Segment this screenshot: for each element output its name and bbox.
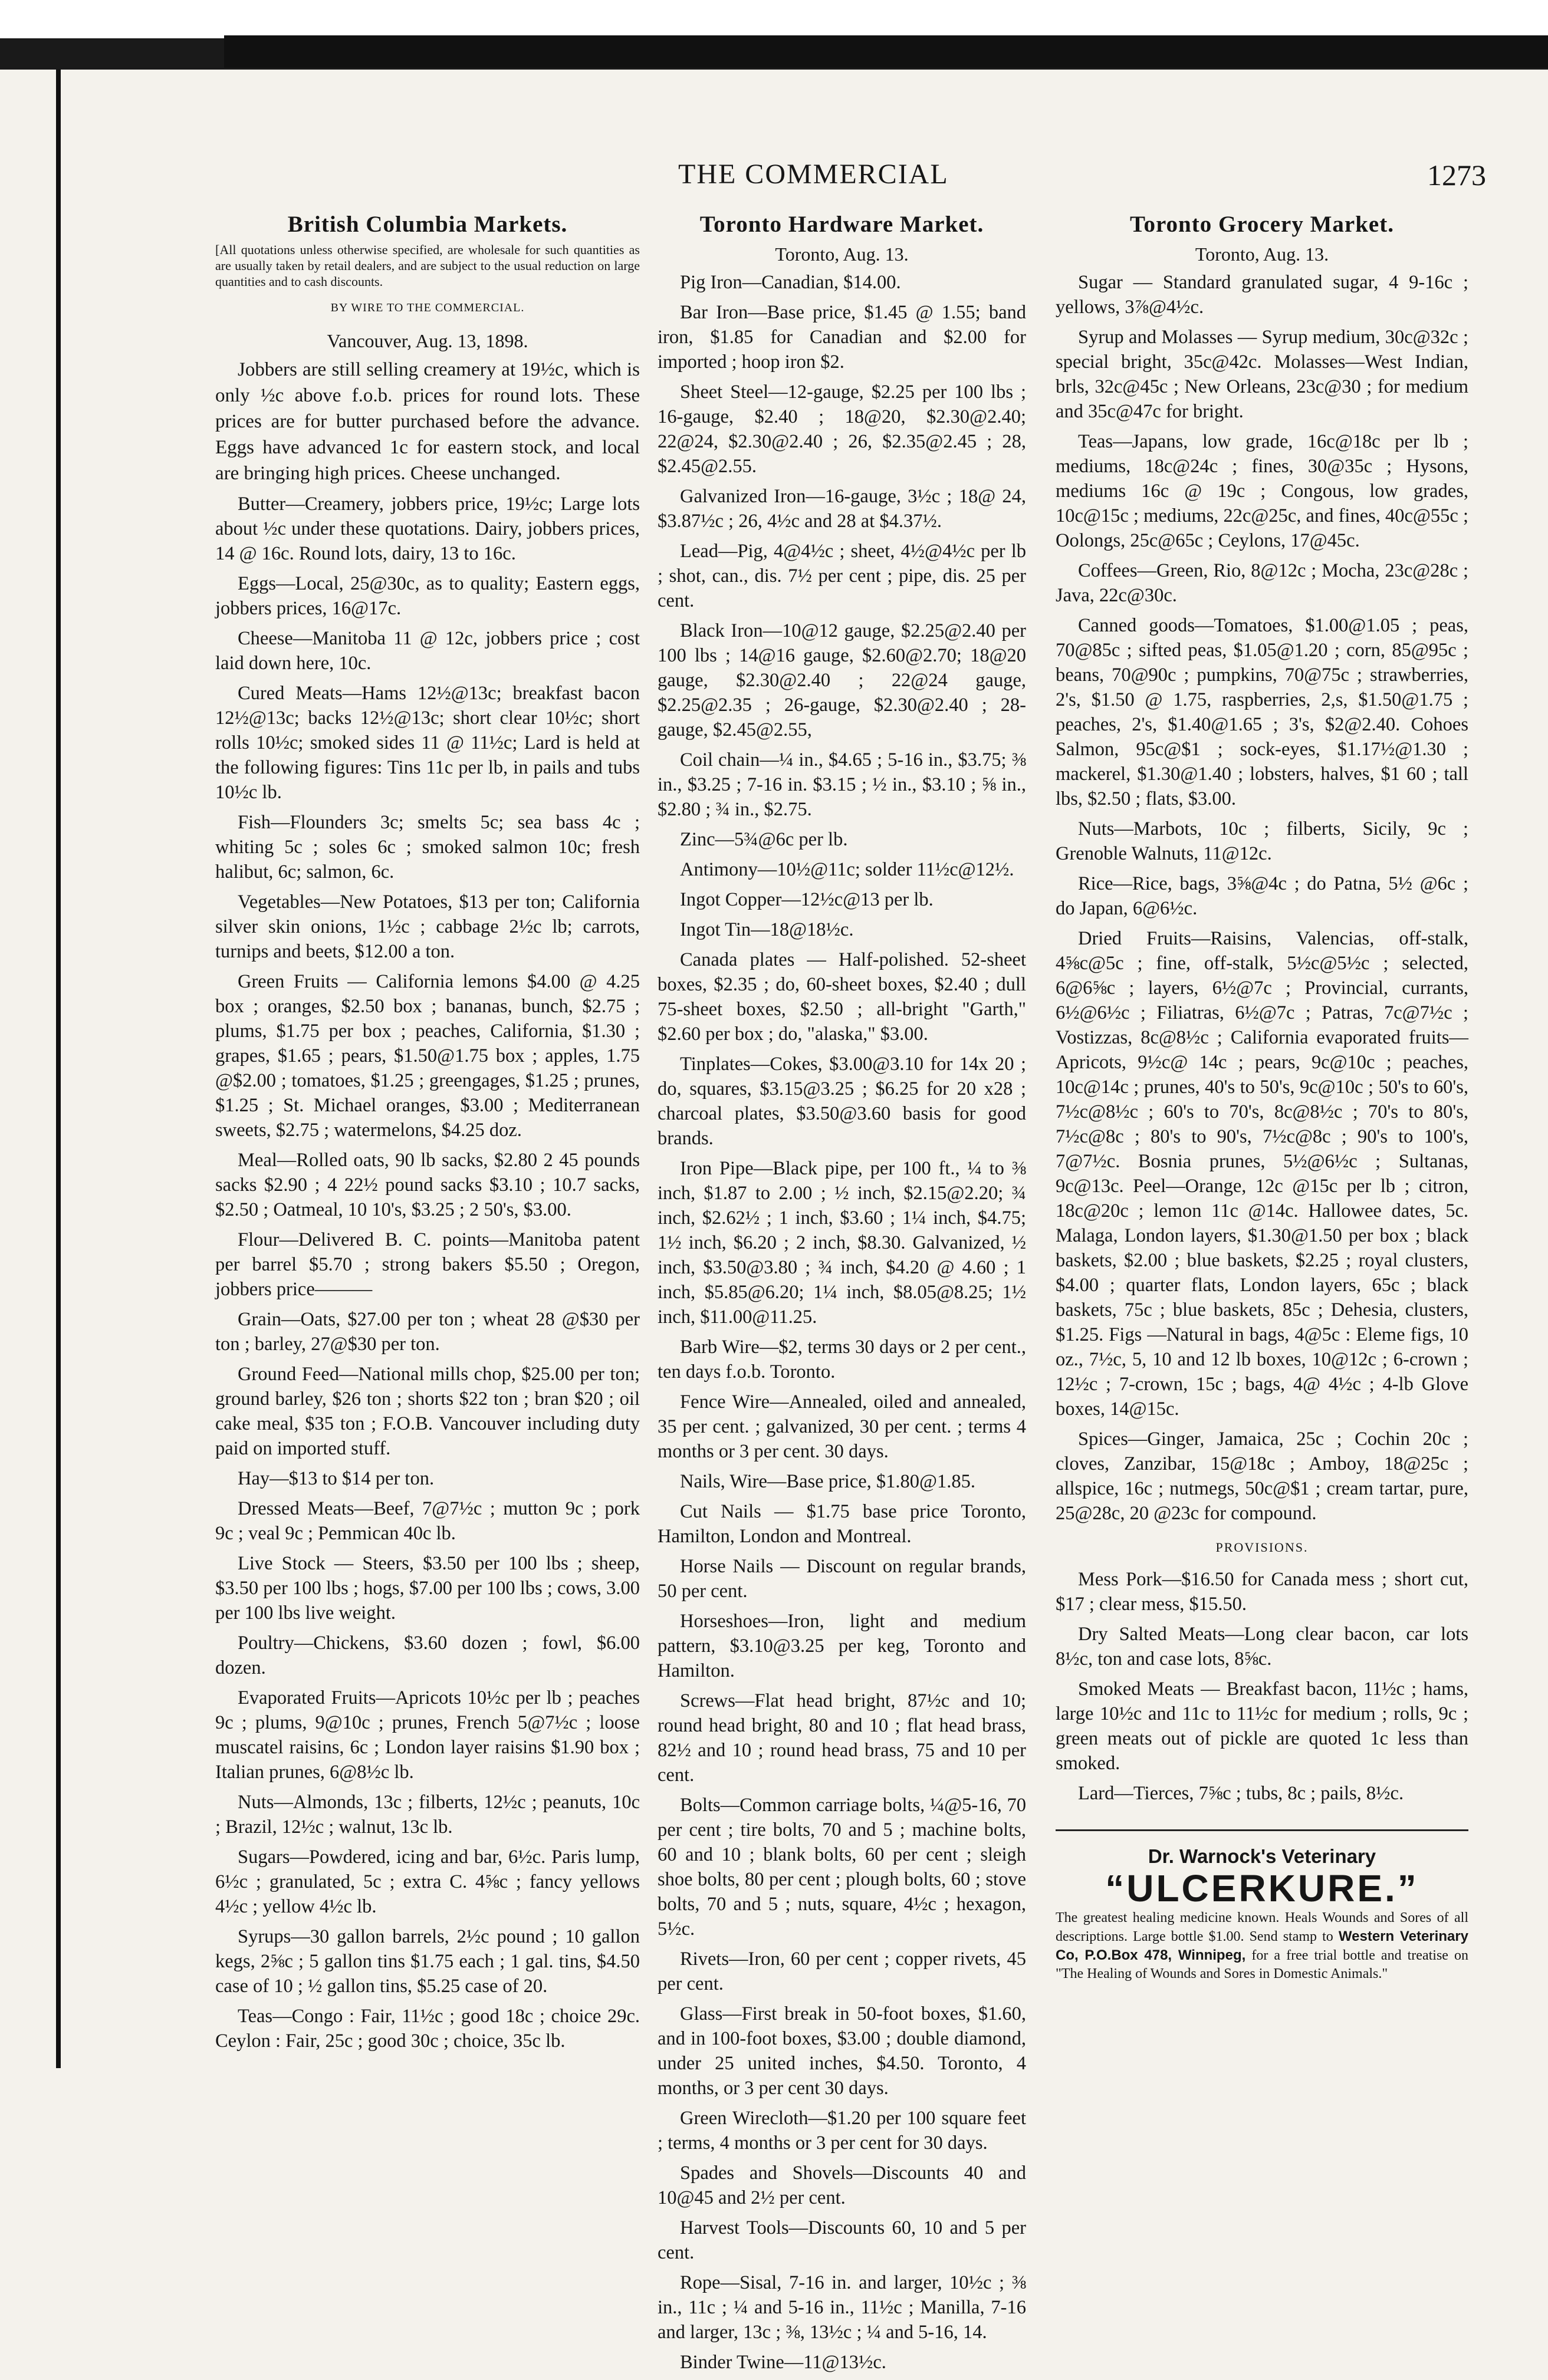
provision-item: Lard—Tierces, 7⅝c ; tubs, 8c ; pails, 8½c. [1078, 1783, 1404, 1804]
market-item: Dressed Meats—Beef, 7@7½c ; mutton 9c ; pork 9c ; veal 9c ; Pemmican 40c lb. [215, 1498, 640, 1544]
market-item: Cured Meats—Hams 12½@13c; breakfast bacon 12½@13c; backs 12½@13c; short clear 10½c; short rolls 10½c; smoked sides 11 @ 11½c; Lard is held at the following figures: Tins 11c per lb, in pails and tubs 10½c lb. [215, 683, 640, 803]
column-toronto-grocery [1056, 212, 1468, 1983]
byline: BY WIRE TO THE COMMERCIAL. [330, 301, 525, 314]
market-item: Rivets—Iron, 60 per cent ; copper rivets, 45 per cent. [658, 1948, 1026, 1994]
market-item: Poultry—Chickens, $3.60 dozen ; fowl, $6.00 dozen. [215, 1632, 640, 1678]
market-item: Cheese—Manitoba 11 @ 12c, jobbers price ; cost laid down here, 10c. [215, 628, 640, 674]
market-item: Vegetables—New Potatoes, $13 per ton; California silver skin onions, 1½c ; cabbage 2½c lb; carrots, turnips and beets, $12.00 a ton. [215, 891, 640, 962]
market-item: Rice—Rice, bags, 3⅝@4c ; do Patna, 5½ @6c ; do Japan, 6@6½c. [1056, 873, 1468, 919]
market-item: Iron Pipe—Black pipe, per 100 ft., ¼ to ⅜ inch, $1.87 to 2.00 ; ½ inch, $2.15@2.20; ¾ inch, $2.62½ ; 1 inch, $3.60 ; 1¼ inch, $4.75; 1½ inch, $6.20 ; 2 inch, $8.30. Galvanized, ½ inch, $3.50@3.80 ; ¾ inch, $4.20 @ 4.60 ; 1 inch, $5.85@6.20; 1¼ inch, $8.05@8.25; 1½ inch, $11.00@11.25. [658, 1158, 1026, 1328]
market-item: Pig Iron—Canadian, $14.00. [680, 272, 901, 293]
scan-edge-bar [0, 0, 1548, 70]
market-item: Galvanized Iron—16-gauge, 3½c ; 18@ 24, $3.87½c ; 26, 4½c and 28 at $4.37½. [658, 486, 1026, 532]
market-item: Evaporated Fruits—Apricots 10½c per lb ; peaches 9c ; plums, 9@10c ; prunes, French 5@7½c ; loose muscatel raisins, 6c ; London layer raisins $1.90 box ; Italian prunes, 6@8½c lb. [215, 1687, 640, 1783]
publication-title: THE COMMERCIAL [678, 159, 949, 190]
market-item: Nuts—Marbots, 10c ; filberts, Sicily, 9c ; Grenoble Walnuts, 11@12c. [1056, 818, 1468, 864]
ad-company: Western Veterinary Co, P.O.Box 478, Winnipeg, [1056, 1928, 1469, 1963]
market-item: Cut Nails — $1.75 base price Toronto, Hamilton, London and Montreal. [658, 1501, 1026, 1547]
market-item: Ingot Copper—12½c@13 per lb. [680, 889, 934, 910]
market-item: Tinplates—Cokes, $3.00@3.10 for 14x 20 ; do, squares, $3.15@3.25 ; $6.25 for 20 x28 ; charcoal plates, $3.50@3.60 basis for good brands. [658, 1054, 1026, 1149]
hardware-items-list [658, 270, 1026, 2375]
market-item: Antimony—10½@11c; solder 11½c@12½. [680, 859, 1014, 880]
market-item: Bolts—Common carriage bolts, ¼@5-16, 70 per cent ; tire bolts, 70 and 5 ; machine bolts, 60 and 10 ; blank bolts, 60 per cent ; sleigh shoe bolts, 80 per cent ; plough bolts, 60 ; stove bolts, 70 and 5 ; nuts, square, 4½c ; hexagon, 5½c. [658, 1795, 1026, 1940]
running-head [0, 158, 1548, 193]
market-item: Eggs—Local, 25@30c, as to quality; Eastern eggs, jobbers prices, 16@17c. [215, 573, 640, 619]
provision-item: Smoked Meats — Breakfast bacon, 11½c ; hams, large 10½c and 11c to 11½c for medium ; rolls, 9c ; green meats out of pickle are quoted 1c less than smoked. [1056, 1678, 1468, 1774]
grocery-items-list [1056, 270, 1468, 1526]
market-item: Green Fruits — California lemons $4.00 @ 4.25 box ; oranges, $2.50 box ; bananas, bunch, $2.75 ; plums, $1.75 per box ; peaches, California, $1.30 ; grapes, $1.65 ; pears, $1.50@1.75 box ; apples, 1.75 @$2.00 ; tomatoes, $1.25 ; greengages, $1.25 ; prunes, $1.25 ; St. Michael oranges, $3.00 ; Mediterranean sweets, $2.75 ; watermelons, $4.25 doz. [215, 971, 640, 1141]
market-item: Bar Iron—Base price, $1.45 @ 1.55; band iron, $1.85 for Canadian and $2.00 for imported ; hoop iron $2. [658, 302, 1026, 373]
market-item: Meal—Rolled oats, 90 lb sacks, $2.80 2 45 pounds sacks $2.90 ; 4 22½ pound sacks $3.10 ; 10.7 sacks, $2.50 ; Oatmeal, 10 10's, $3.25 ; 2 50's, $3.00. [215, 1150, 640, 1220]
market-item: Sugars—Powdered, icing and bar, 6½c. Paris lump, 6½c ; granulated, 5c ; extra C. 4⅝c ; fancy yellows 4½c ; yellow 4½c lb. [215, 1846, 640, 1917]
market-item: Green Wirecloth—$1.20 per 100 square feet ; terms, 4 months or 3 per cent for 30 days. [658, 2108, 1026, 2154]
provisions-heading: PROVISIONS. [1215, 1540, 1309, 1555]
market-item: Canada plates — Half-polished. 52-sheet boxes, $2.35 ; do, 60-sheet boxes, $2.40 ; dull 75-sheet boxes, $2.50 ; all-bright "Garth," $2.60 per box ; do, "alaska," $3.00. [658, 949, 1026, 1045]
section-title: Toronto Grocery Market. [1130, 212, 1394, 237]
section-title: Toronto Hardware Market. [699, 212, 984, 237]
market-item: Syrup and Molasses — Syrup medium, 30c@32c ; special bright, 35c@42c. Molasses—West Indian, brls, 32c@45c ; New Orleans, 23c@30 ; for medium and 35c@47c for bright. [1056, 327, 1468, 422]
market-item: Zinc—5¾@6c per lb. [680, 829, 848, 850]
market-item: Nails, Wire—Base price, $1.80@1.85. [680, 1471, 975, 1492]
ad-product-name: “ULCERKURE.” [1105, 1867, 1419, 1910]
left-margin-rule [56, 70, 61, 2068]
market-item: Ingot Tin—18@18½c. [680, 919, 854, 940]
market-item: Nuts—Almonds, 13c ; filberts, 12½c ; peanuts, 10c ; Brazil, 12½c ; walnut, 13c lb. [215, 1792, 640, 1838]
ad-body-text: The greatest healing medicine known. Heals Wounds and Sores of all descriptions. Large bottle $1.00. Send stamp to [1056, 1910, 1468, 1944]
market-item: Black Iron—10@12 gauge, $2.25@2.40 per 100 lbs ; 14@16 gauge, $2.60@2.70; 18@20 gauge, $2.30@2.40 ; 22@24 gauge, $2.25@2.35 ; 26-gauge, $2.30@2.40 ; 28-gauge, $2.45@2.55, [658, 620, 1026, 740]
market-item: Ground Feed—National mills chop, $25.00 per ton; ground barley, $26 ton ; shorts $22 ton ; bran $20 ; oil cake meal, $35 ton ; F.O.B. Vancouver including duty paid on imported stuff. [215, 1364, 640, 1459]
advertisement [1056, 1829, 1468, 1983]
provision-item: Dry Salted Meats—Long clear bacon, car lots 8½c, ton and case lots, 8⅝c. [1056, 1624, 1468, 1670]
market-intro: Jobbers are still selling creamery at 19½c, which is only ½c above f.o.b. prices for round lots. These prices are for butter purchased before the advance. Eggs have advanced 1c for eastern stock, and local are bringing high prices. Cheese unchanged. [215, 359, 640, 484]
dateline: Vancouver, Aug. 13, 1898. [327, 330, 528, 351]
market-item: Teas—Congo : Fair, 11½c ; good 18c ; choice 29c. Ceylon : Fair, 25c ; good 30c ; choice, 35c lb. [215, 2006, 640, 2052]
market-item: Canned goods—Tomatoes, $1.00@1.05 ; peas, 70@85c ; sifted peas, $1.05@1.20 ; corn, 85@95c ; beans, 70@90c ; pumpkins, 70@75c ; strawberries, 2's, $1.50 @ 1.75, raspberries, 2,s, $1.50@1.75 ; peaches, 2's, $1.40@1.65 ; 3's, $2@2.40. Cohoes Salmon, 95c@$1 ; sock-eyes, $1.17½@1.30 ; mackerel, $1.30@1.40 ; lobsters, halves, $1 60 ; tall lbs, $2.50 ; flats, $3.00. [1056, 615, 1468, 809]
dateline: Toronto, Aug. 13. [775, 243, 909, 265]
section-title: British Columbia Markets. [287, 212, 568, 237]
market-item: Coil chain—¼ in., $4.65 ; 5-16 in., $3.75; ⅜ in., $3.25 ; 7-16 in. $3.15 ; ½ in., $3.10 ; ⅝ in., $2.80 ; ¾ in., $2.75. [658, 749, 1026, 820]
market-item: Barb Wire—$2, terms 30 days or 2 per cent., ten days f.o.b. Toronto. [658, 1337, 1026, 1382]
market-item: Harvest Tools—Discounts 60, 10 and 5 per cent. [658, 2217, 1026, 2263]
market-item: Fence Wire—Annealed, oiled and annealed, 35 per cent. ; galvanized, 30 per cent. ; terms 4 months or 3 per cent. 30 days. [658, 1391, 1026, 1462]
market-item: Spices—Ginger, Jamaica, 25c ; Cochin 20c ; cloves, Zanzibar, 15@18c ; Amboy, 18@25c ; allspice, 16c ; nutmegs, 50c@$1 ; cream tartar, pure, 25@28c, 20 @23c for compound. [1056, 1428, 1468, 1524]
market-item: Binder Twine—11@13½c. [680, 2352, 886, 2373]
column-british-columbia [215, 212, 640, 2059]
market-item: Lead—Pig, 4@4½c ; sheet, 4½@4½c per lb ; shot, can., dis. 7½ per cent ; pipe, dis. 25 per cent. [658, 541, 1026, 611]
market-item: Screws—Flat head bright, 87½c and 10; round head bright, 80 and 10 ; flat head brass, 82½ and 10 ; round head brass, 75 and 10 per cent. [658, 1690, 1026, 1786]
market-item: Rope—Sisal, 7-16 in. and larger, 10½c ; ⅜ in., 11c ; ¼ and 5-16 in., 11½c ; Manilla, 7-16 and larger, 13c ; ⅜, 13½c ; ¼ and 5-16, 14. [658, 2272, 1026, 2343]
page-number: 1273 [1427, 159, 1486, 192]
provision-item: Mess Pork—$16.50 for Canada mess ; short cut, $17 ; clear mess, $15.50. [1056, 1569, 1468, 1615]
scan-edge-shadow [224, 35, 1548, 68]
ad-body-tail: for a free trial bottle and treatise on "The Healing of Wounds and Sores in Domestic Animals." [1056, 1948, 1469, 1981]
market-item: Sheet Steel—12-gauge, $2.25 per 100 lbs ; 16-gauge, $2.40 ; 18@20, $2.30@2.40; 22@24, $2.30@2.40 ; 26, $2.35@2.45 ; 28, $2.45@2.55. [658, 381, 1026, 477]
market-item: Grain—Oats, $27.00 per ton ; wheat 28 @$30 per ton ; barley, 27@$30 per ton. [215, 1309, 640, 1355]
market-item: Horse Nails — Discount on regular brands, 50 per cent. [658, 1556, 1026, 1602]
ad-body [1056, 1909, 1468, 1983]
quotation-note: [All quotations unless otherwise specified, are wholesale for such quantities as are usually taken by retail dealers, and are subject to the usual reduction on large quantities and to cash discounts. [215, 242, 640, 289]
provisions-items-list [1056, 1567, 1468, 1806]
market-item: Flour—Delivered B. C. points—Manitoba patent per barrel $5.70 ; strong bakers $5.50 ; Oregon, jobbers price——— [215, 1229, 640, 1300]
market-item: Glass—First break in 50-foot boxes, $1.60, and in 100-foot boxes, $3.00 ; double diamond, under 25 united inches, $4.50. Toronto, 4 months, or 3 per cent 30 days. [658, 2003, 1026, 2099]
column-toronto-hardware [658, 212, 1026, 2380]
ad-sponsor: Dr. Warnock's Veterinary [1148, 1845, 1376, 1867]
market-item: Butter—Creamery, jobbers price, 19½c; Large lots about ½c under these quotations. Dairy, jobbers prices, 14 @ 16c. Round lots, dairy, 13 to 16c. [215, 493, 640, 564]
dateline: Toronto, Aug. 13. [1195, 243, 1329, 265]
market-item: Teas—Japans, low grade, 16c@18c per lb ; mediums, 18c@24c ; fines, 30@35c ; Hysons, mediums 16c @ 19c ; Congous, low grades, 10c@15c ; mediums, 22c@25c, and fines, 40c@55c ; Oolongs, 25c@65c ; Ceylons, 17@45c. [1056, 431, 1468, 551]
market-item: Coffees—Green, Rio, 8@12c ; Mocha, 23c@28c ; Java, 22c@30c. [1056, 560, 1468, 606]
market-item: Horseshoes—Iron, light and medium pattern, $3.10@3.25 per keg, Toronto and Hamilton. [658, 1611, 1026, 1681]
market-item: Hay—$13 to $14 per ton. [238, 1468, 435, 1489]
market-item: Live Stock — Steers, $3.50 per 100 lbs ; sheep, $3.50 per 100 lbs ; hogs, $7.00 per 100 lbs ; cows, 3.00 per 100 lbs live weight. [215, 1553, 640, 1624]
market-item: Fish—Flounders 3c; smelts 5c; sea bass 4c ; whiting 5c ; soles 6c ; smoked salmon 10c; fresh halibut, 6c; salmon, 6c. [215, 812, 640, 883]
bc-items-list [215, 492, 640, 2053]
market-item: Sugar — Standard granulated sugar, 4 9-16c ; yellows, 3⅞@4½c. [1056, 272, 1468, 318]
market-item: Spades and Shovels—Discounts 40 and 10@45 and 2½ per cent. [658, 2162, 1026, 2208]
market-item: Dried Fruits—Raisins, Valencias, off-stalk, 4⅝c@5c ; fine, off-stalk, 5½c@5½c ; selected, 6@6⅝c ; layers, 6½@7c ; Provincial, currants, 6½@6½c ; Filiatras, 6½@7c ; Patras, 7c@7½c ; Vostizzas, 8c@8½c ; California evaporated fruits—Apricots, 9½c@ 14c ; pears, 9c@10c ; peaches, 10c@14c ; prunes, 40's to 50's, 9c@10c ; 50's to 60's, 7½c@8½c ; 60's to 70's, 8c@8½c ; 70's to 80's, 7½c@8c ; 80's to 90's, 7½c@8c ; 90's to 100's, 7@7½c. Bosnia prunes, 5½@6½c ; Sultanas, 9c@13c. Peel—Orange, 12c @15c per lb ; citron, 18c@20c ; lemon 11c @14c. Hallowee dates, 5c. Malaga, London layers, $1.30@1.50 per box ; black baskets, $2.00 ; blue baskets, $2.25 ; royal clusters, $4.00 ; quarter flats, London layers, 65c ; black baskets, 75c ; blue baskets, 85c ; Dehesia, clusters, $1.25. Figs —Natural in bags, 4@5c : Eleme figs, 10 oz., 7½c, 5, 10 and 12 lb boxes, 10@12c ; 6-crown ; 12½c ; 7-crown, 15c ; bags, 4@ 4½c ; 4-lb Glove boxes, 14@15c. [1056, 928, 1468, 1420]
market-item: Syrups—30 gallon barrels, 2½c pound ; 10 gallon kegs, 2⅝c ; 5 gallon tins $1.75 each ; 1 gal. tins, $4.50 case of 10 ; ½ gallon tins, $5.25 case of 20. [215, 1926, 640, 1997]
